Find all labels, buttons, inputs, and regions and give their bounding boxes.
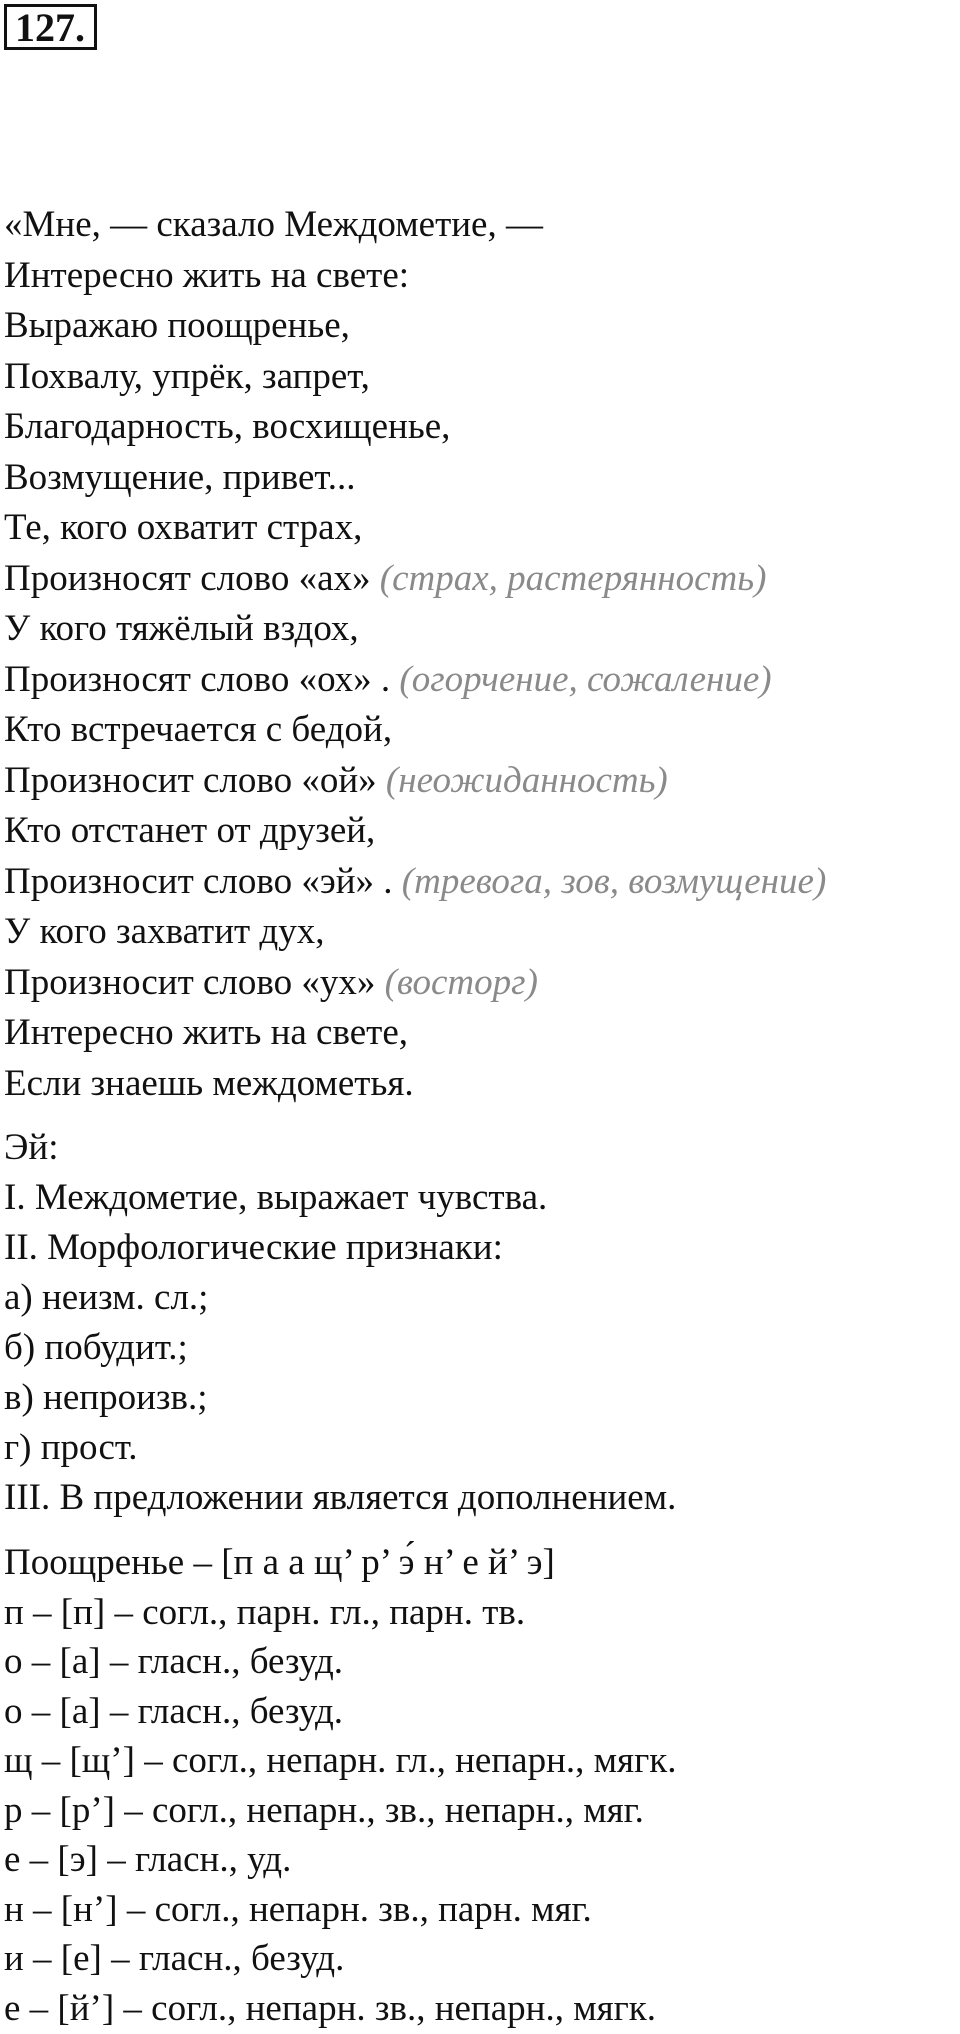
emotion-note: (тревога, зов, возмущение) <box>401 860 827 902</box>
poem-line-text: Произносит слово «ух» <box>4 961 376 1003</box>
analysis-line: III. В предложении является дополнением. <box>4 1477 677 1518</box>
poem-line-text: Произносит слово «эй» . <box>4 860 393 902</box>
poem-line <box>4 200 954 251</box>
analysis-line: б) побудит.; <box>4 1327 188 1368</box>
poem-line-text: Выражаю поощренье, <box>4 305 350 346</box>
poem-line-text: Интересно жить на свете: <box>4 254 410 296</box>
analysis-heading: Эй: <box>4 1127 59 1168</box>
phonetic-analysis <box>4 1538 954 2033</box>
exercise-number: 127. <box>4 4 97 50</box>
poem-line <box>4 503 954 554</box>
sound-line: п – [п] – согл., парн. гл., парн. тв. <box>4 1591 526 1633</box>
analysis-line: II. Морфологические признаки: <box>4 1227 503 1268</box>
sound-line: щ – [щ’] – согл., непарн. гл., непарн., мягк. <box>4 1740 677 1781</box>
poem-line-text: Возмущение, привет... <box>4 456 356 498</box>
sound-line: р – [р’] – согл., непарн., зв., непарн., мяг. <box>4 1789 644 1831</box>
poem-line <box>4 806 954 857</box>
poem-line <box>4 1059 954 1110</box>
transcription-line: Поощренье – [п а а щ’ р’ э́ н’ е й’ э] <box>4 1542 555 1583</box>
emotion-note: (огорчение, сожаление) <box>399 658 772 700</box>
poem-line-text: У кого тяжёлый вздох, <box>4 608 359 649</box>
poem-line <box>4 655 954 706</box>
sound-line: н – [н’] – согл., непарн. зв., парн. мяг. <box>4 1888 592 1930</box>
emotion-note: (неожиданность) <box>385 759 668 801</box>
poem-line-text: «Мне, — сказало Междометие, — <box>4 204 543 245</box>
emotion-note: (страх, растерянность) <box>379 557 767 599</box>
analysis-line: I. Междометие, выражает чувства. <box>4 1177 548 1218</box>
poem-line <box>4 756 954 807</box>
sound-line: и – [е] – гласн., безуд. <box>4 1938 345 1979</box>
poem-line-text: Произносят слово «ох» . <box>4 658 391 700</box>
poem-line-text: Похвалу, упрёк, запрет, <box>4 355 370 397</box>
poem-line-text: Кто отстанет от друзей, <box>4 810 376 851</box>
poem-line <box>4 453 954 504</box>
morphological-analysis <box>4 1123 954 1523</box>
analysis-line: г) прост. <box>4 1427 138 1468</box>
poem-line-text: Произносит слово «ой» <box>4 759 377 801</box>
sound-line: е – [й’] – согл., непарн. зв., непарн., мягк. <box>4 1987 657 2029</box>
analysis-line: а) неизм. сл.; <box>4 1277 209 1318</box>
poem-line <box>4 604 954 655</box>
poem-line-text: У кого захватит дух, <box>4 911 325 952</box>
poem-line-text: Произносят слово «ах» <box>4 557 371 599</box>
poem-line-text: Благодарность, восхищенье, <box>4 406 451 447</box>
poem <box>4 200 954 1109</box>
emotion-note: (восторг) <box>384 961 538 1003</box>
sound-line: е – [э] – гласн., уд. <box>4 1839 292 1880</box>
poem-line-text: Те, кого охватит страх, <box>4 507 363 548</box>
poem-line <box>4 251 954 302</box>
analysis-line: в) непроизв.; <box>4 1377 208 1418</box>
poem-line <box>4 352 954 403</box>
poem-line <box>4 554 954 605</box>
poem-line <box>4 907 954 958</box>
poem-line <box>4 705 954 756</box>
poem-line-text: Если знаешь междометья. <box>4 1062 414 1104</box>
poem-line <box>4 301 954 352</box>
poem-line <box>4 958 954 1009</box>
poem-line <box>4 402 954 453</box>
poem-line-text: Интересно жить на свете, <box>4 1012 409 1053</box>
poem-line-text: Кто встречается с бедой, <box>4 709 393 750</box>
sound-line: о – [а] – гласн., безуд. <box>4 1690 344 1732</box>
sound-line: о – [а] – гласн., безуд. <box>4 1641 344 1682</box>
poem-line <box>4 857 954 908</box>
poem-line <box>4 1008 954 1059</box>
